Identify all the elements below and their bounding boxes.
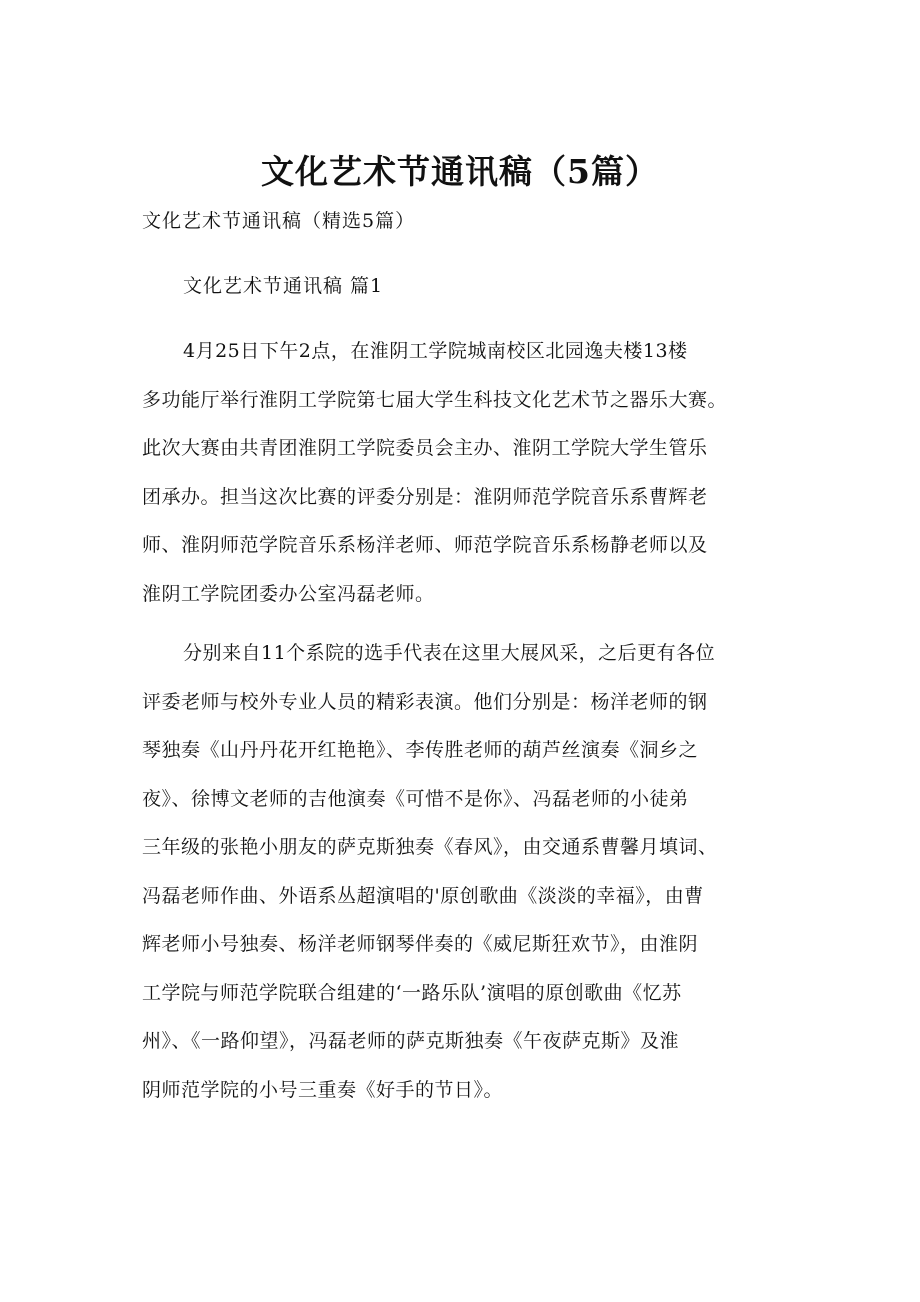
paragraph-line: 州》、《一路仰望》，冯磊老师的萨克斯独奏《午夜萨克斯》及淮: [142, 1030, 680, 1052]
paragraph-line: 冯磊老师作曲、外语系丛超演唱的'原创歌曲《淡淡的幸福》，由曹: [142, 884, 704, 907]
paragraph-line: 辉老师小号独奏、杨洋老师钢琴伴奏的《威尼斯狂欢节》，由淮阴: [142, 933, 699, 955]
document-subtitle: 文化艺术节通讯稿（精选5篇）: [142, 210, 416, 232]
paragraph-line: 三年级的张艳小朋友的萨克斯独奏《春风》，由交通系曹馨月填词、: [142, 836, 718, 858]
document-title: 文化艺术节通讯稿（5篇）: [261, 152, 659, 191]
paragraph-line: 评委老师与校外专业人员的精彩表演。他们分别是：杨洋老师的钢: [142, 690, 708, 713]
paragraph-line: 琴独奏《山丹丹花开红艳艳》、李传胜老师的葫芦丝演奏《洞乡之: [142, 739, 699, 761]
paragraph-2: [142, 638, 802, 1123]
paragraph-line: 此次大赛由共青团淮阴工学院委员会主办、淮阴工学院大学生管乐: [142, 437, 708, 459]
paragraph-line: 团承办。担当这次比赛的评委分别是：淮阴师范学院音乐系曹辉老: [142, 485, 708, 508]
paragraph-line: 多功能厅举行淮阴工学院第七届大学生科技文化艺术节之器乐大赛。: [142, 388, 728, 411]
paragraph-line: 工学院与师范学院联合组建的‘一路乐队’演唱的原创歌曲《忆苏: [142, 981, 682, 1004]
section-heading: 文化艺术节通讯稿 篇1: [183, 275, 384, 297]
paragraph-line: 夜》、徐博文老师的吉他演奏《可惜不是你》、冯磊老师的小徒弟: [142, 787, 689, 810]
paragraph-line: 4月25日下午2点，在淮阴工学院城南校区北园逸夫楼13楼: [183, 340, 688, 362]
paragraph-1: [142, 336, 802, 627]
paragraph-line: 淮阴工学院团委办公室冯磊老师。: [142, 582, 435, 605]
paragraph-line: 师、淮阴师范学院音乐系杨洋老师、师范学院音乐系杨静老师以及: [142, 534, 708, 556]
paragraph-line: 分别来自11个系院的选手代表在这里大展风采，之后更有各位: [183, 642, 716, 664]
paragraph-line: 阴师范学院的小号三重奏《好手的节日》。: [142, 1078, 504, 1101]
